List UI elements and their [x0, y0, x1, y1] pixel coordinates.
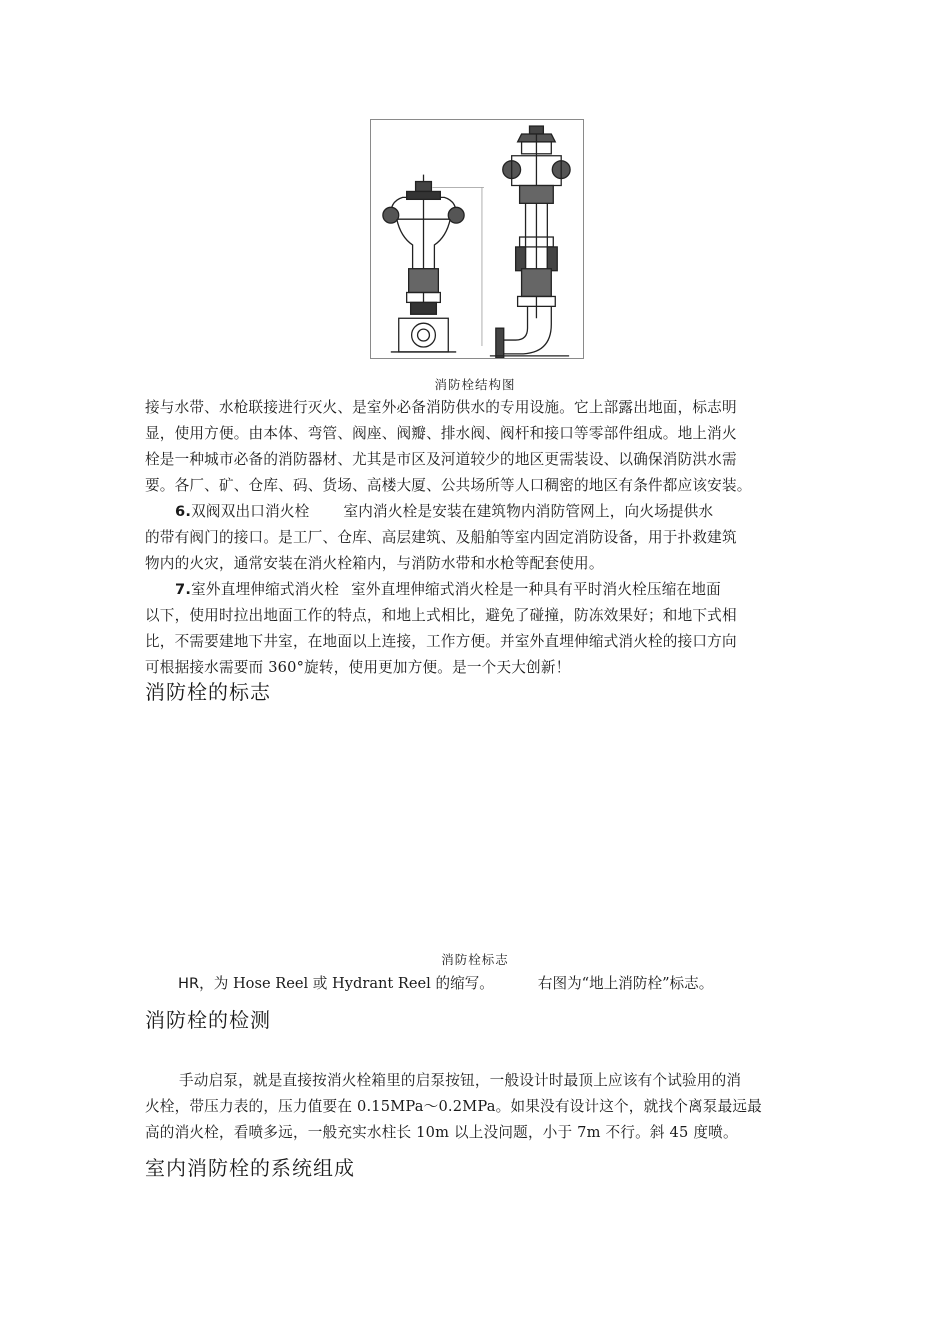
hr-abbreviation: HR [178, 975, 200, 992]
paragraph-item-7 [145, 577, 811, 681]
sign-figure-area [145, 712, 811, 942]
paragraph-inspection [145, 1068, 811, 1146]
text-line: 物内的火灾，通常安装在消火栓箱内，与消防水带和水枪等配套使用。 [145, 555, 604, 572]
text-line: 要。各厂、矿、仓库、码、货场、高楼大厦、公共场所等人口稠密的地区有条件都应该安装。 [145, 477, 752, 494]
hr-explanation: ，为 Hose Reel 或 Hydrant Reel 的缩写。 [199, 975, 494, 992]
text-line: 比，不需要建地下井室，在地面以上连接，工作方便。并室外直埋伸缩式消火栓的接口方向 [145, 633, 737, 650]
item-title: 室外直埋伸缩式消火栓 [191, 581, 340, 598]
text-line: 可根据接水需要而 360°旋转，使用更加方便。是一个天大创新！ [145, 659, 571, 676]
text-line: 高的消火栓，看喷多远，一般充实水柱长 10m 以上没问题，小于 7m 不行。斜 45 度喷。 [145, 1124, 738, 1141]
text-line: 栓是一种城市必备的消防器材、尤其是市区及河道较少的地区更需装设、以确保消防洪水需 [145, 451, 737, 468]
hr-explanation-line [178, 972, 713, 993]
sign-note: 右图为“地上消防栓”标志。 [537, 975, 714, 992]
text-line: 火栓，带压力表的，压力值要在 0.15MPa～0.2MPa。如果没有设计这个，就找个离泵最远最 [145, 1098, 762, 1115]
text-line: 显，使用方便。由本体、弯管、阀座、阀瓣、排水阀、阀杆和接口等零部件组成。地上消火 [145, 425, 737, 442]
text-line: 以下，使用时拉出地面工作的特点，和地上式相比，避免了碰撞，防冻效果好；和地下式相 [145, 607, 737, 624]
section-heading-inspection: 消防栓的检测 [145, 1008, 271, 1032]
figure-caption: 消防栓结构图 [434, 377, 516, 392]
text-line: 接与水带、水枪联接进行灭火、是室外必备消防供水的专用设施。它上部露出地面，标志明 [145, 399, 737, 416]
item-title: 双阀双出口消火栓 [191, 503, 310, 520]
text-line: 手动启泵，就是直接按消火栓箱里的启泵按钮，一般设计时最顶上应该有个试验用的消 [179, 1072, 742, 1089]
paragraph-hydrant-description [145, 395, 811, 499]
text-line: 室外直埋伸缩式消火栓是一种具有平时消火栓压缩在地面 [351, 581, 721, 598]
section-heading-sign: 消防栓的标志 [145, 680, 271, 704]
hydrant-structure-figure [370, 119, 584, 359]
section-heading-system: 室内消防栓的系统组成 [145, 1156, 355, 1180]
figure-caption: 消防栓标志 [441, 952, 509, 967]
item-number: 6. [175, 503, 192, 520]
text-line: 室内消火栓是安装在建筑物内消防管网上，向火场提供水 [343, 503, 714, 520]
hydrant-drawing [371, 120, 583, 358]
paragraph-item-6 [145, 499, 811, 577]
text-line: 的带有阀门的接口。是工厂、仓库、高层建筑、及船舶等室内固定消防设备，用于扑救建筑 [145, 529, 737, 546]
item-number: 7. [175, 581, 192, 598]
